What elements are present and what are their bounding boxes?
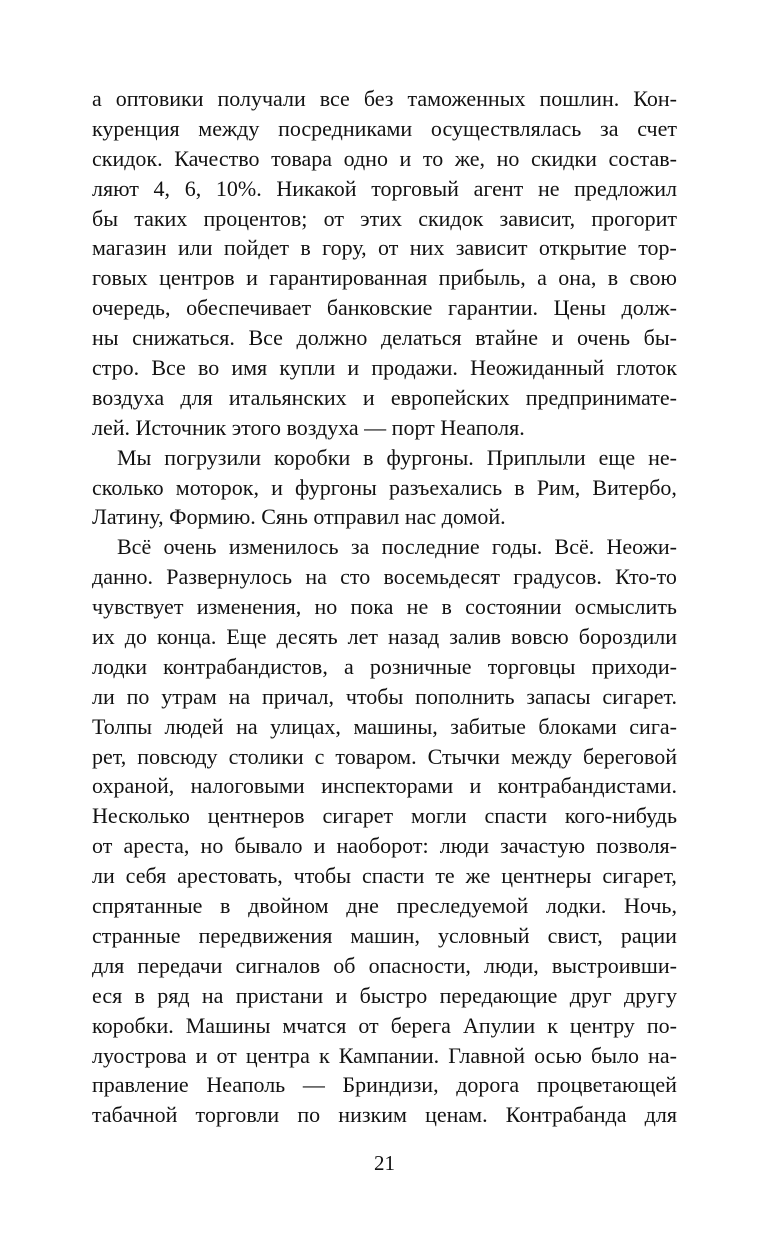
text-line: ли по утрам на причал, чтобы пополнить запасы сигарет. (92, 683, 677, 709)
text-line: рет, повсюду столики с товаром. Стычки между береговой (92, 743, 677, 769)
text-line: от ареста, но бывало и наоборот: люди зачастую позволя- (92, 833, 677, 859)
text-line: Мы погрузили коробки в фургоны. Приплыли еще не- (117, 444, 677, 470)
paragraph (92, 532, 677, 1130)
text-line: а оптовики получали все без таможенных пошлин. Кон- (92, 86, 677, 111)
text-line: ны снижаться. Все должно делаться втайне и очень бы- (92, 325, 677, 351)
text-line: ляют 4, 6, 10%. Никакой торговый агент не предложил (92, 175, 677, 201)
text-line: ли себя арестовать, чтобы спасти те же центнеры сигарет, (92, 863, 677, 889)
text-line: скидок. Качество товара одно и то же, но скидки состав- (92, 145, 677, 171)
text-line: говых центров и гарантированная прибыль, а она, в свою (92, 265, 677, 291)
body-text (92, 84, 677, 1130)
text-line: для передачи сигналов об опасности, люди, выстроивши- (92, 952, 677, 978)
text-line: табачной торговли по низким ценам. Контрабанда для (92, 1102, 677, 1128)
text-line: очередь, обеспечивает банковские гарантии. Цены долж- (92, 295, 677, 321)
text-line: их до конца. Еще десять лет назад залив вовсю бороздили (92, 624, 677, 650)
text-line: воздуха для итальянских и европейских предпринимате- (92, 384, 677, 410)
text-line: Толпы людей на улицах, машины, забитые блоками сига- (92, 713, 677, 739)
text-line: спрятанные в двойном дне преследуемой лодки. Ночь, (92, 893, 677, 919)
text-line: бы таких процентов; от этих скидок зависит, прогорит (92, 205, 677, 231)
text-line: коробки. Машины мчатся от берега Апулии к центру по- (92, 1012, 677, 1038)
text-line: сколько моторок, и фургоны разъехались в Рим, Витербо, (92, 474, 677, 500)
paragraph (92, 443, 677, 533)
text-line: правление Неаполь — Бриндизи, дорога процветающей (92, 1072, 677, 1098)
text-line: куренция между посредниками осуществлялась за счет (92, 115, 677, 141)
text-line: лей. Источник этого воздуха — порт Неаполя. (92, 414, 525, 440)
text-line: странные передвижения машин, условный свист, рации (92, 922, 677, 948)
text-line: охраной, налоговыми инспекторами и контрабандистами. (92, 773, 677, 799)
page-number: 21 (374, 1151, 395, 1175)
text-line: стро. Все во имя купли и продажи. Неожиданный глоток (92, 355, 677, 381)
text-line: луострова и от центра к Кампании. Главной осью было на- (92, 1042, 677, 1068)
text-line: Несколько центнеров сигарет могли спасти кого-нибудь (92, 803, 677, 829)
text-line: магазин или пойдет в гору, от них зависит открытие тор- (92, 235, 677, 261)
text-line: данно. Развернулось на сто восемьдесят градусов. Кто-то (92, 564, 677, 590)
text-line: Латину, Формию. Сянь отправил нас домой. (92, 504, 506, 530)
text-line: чувствует изменения, но пока не в состоянии осмыслить (92, 594, 677, 620)
text-line: лодки контрабандистов, а розничные торговцы приходи- (92, 653, 677, 679)
text-line: еся в ряд на пристани и быстро передающие друг другу (92, 982, 677, 1008)
paragraph (92, 84, 677, 443)
text-line: Всё очень изменилось за последние годы. Всё. Неожи- (117, 534, 677, 560)
